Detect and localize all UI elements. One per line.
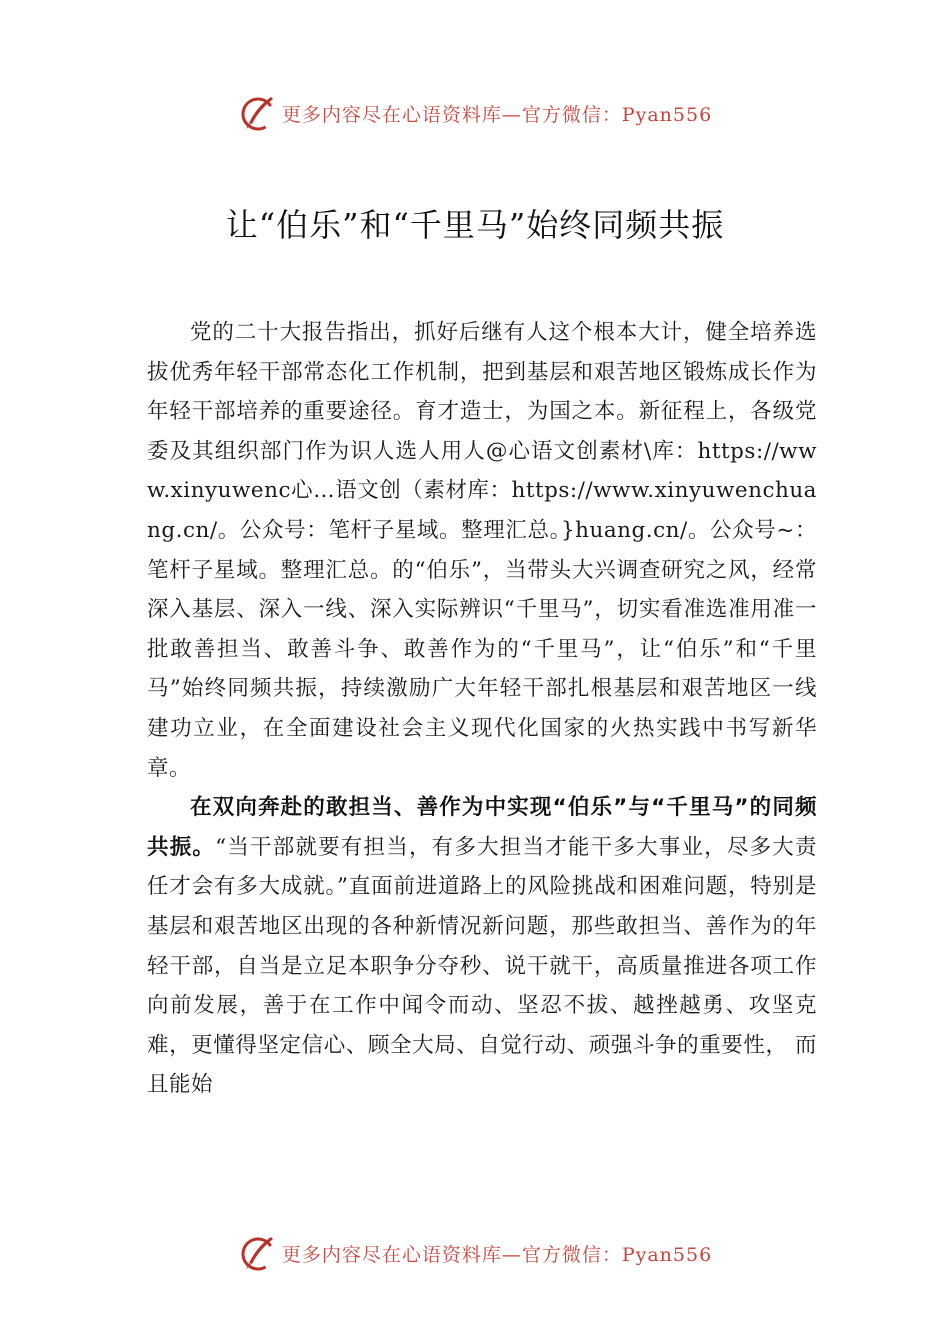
paragraph-1-text: 党的二十大报告指出，抓好后继有人这个根本大计，健全培养选拔优秀年轻干部常态化工作机制，把到基层和艰苦地区锻炼成长作为年轻干部培养的重要途径。育才造士，为国之本。新征程上，各级党委及其组织部门作为识人选人用人@心语文创素材\库：https://www.xinyuwenc心…语文创（素材库：https://www.xinyuwenchuang.cn/。公众号：笔杆子星域。整理汇总。}huang.cn/。公众号~：笔杆子星域。整理汇总。的“伯乐”，当带头大兴调查研究之风，经常深入基层、深入一线、深入实际辨识“千里马”，切实看准选准用准一批敢善担当、敢善斗争、敢善作为的“千里马”，让“伯乐”和“千里马”始终同频共振，持续激励广大年轻干部扎根基层和艰苦地区一线建功立业，在全面建设社会主义现代化国家的火热实践中书写新华章。 (147, 320, 817, 781)
paragraph-2-text: “当干部就要有担当，有多大担当才能干多大事业，尽多大责任才会有多大成就。”直面前进道路上的风险挑战和困难问题，特别是基层和艰苦地区出现的各种新情况新问题，那些敢担当、善作为的年轻干部，自当是立足本职争分夺秒、说干就干，高质量推进各项工作向前发展，善于在工作中闻令而动、坚忍不拔、越挫越勇、攻坚克难，更懂得坚定信心、顾全大局、自觉行动、顽强斗争的重要性， 而且能始 (147, 834, 817, 1098)
paragraph-2 (147, 788, 817, 1105)
document-title: 让“伯乐”和“千里马”始终同频共振 (225, 206, 725, 244)
quill-logo-icon (238, 1233, 278, 1273)
paragraph-1 (147, 313, 817, 788)
header-banner-text: 更多内容尽在心语资料库—官方微信：Pyan556 (281, 103, 713, 126)
quill-logo-icon (238, 93, 278, 133)
footer-banner (0, 1230, 950, 1276)
footer-banner-text: 更多内容尽在心语资料库—官方微信：Pyan556 (281, 1243, 713, 1266)
paragraph-2-lead: 在双向奔赴的敢担当、善作为中实现“伯乐”与“千里马”的同频共振。 (147, 795, 817, 860)
document-body (147, 313, 817, 1105)
header-banner (0, 90, 950, 136)
